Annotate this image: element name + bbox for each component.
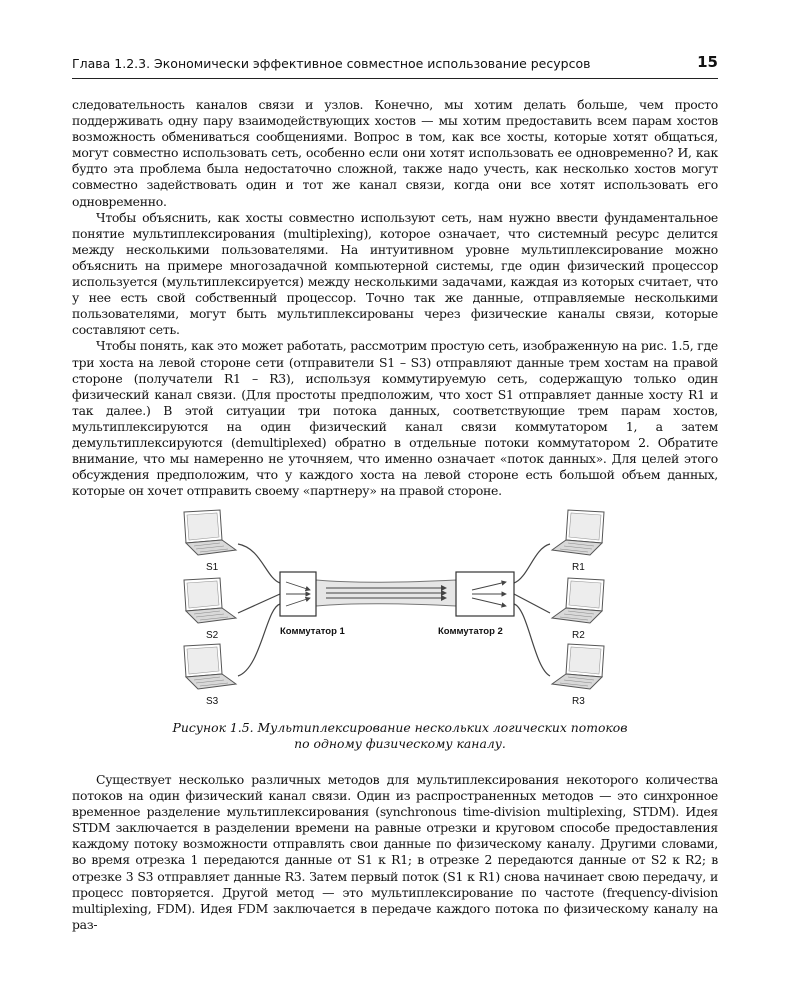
switch-2 — [456, 572, 514, 616]
switch-2-label: Коммутатор 2 — [438, 626, 503, 637]
text-block-bottom — [72, 772, 718, 933]
sender-label-s2: S2 — [206, 630, 219, 641]
caption-line: по одному физическому каналу. — [294, 736, 506, 751]
paragraph: следовательность каналов связи и узлов. Конечно, мы хотим делать больше, чем просто поддерживать одну пару взаимодействующих хостов — мы хотим предоставить всем парам хостов возможность обмениваться сообщениями. Вопрос в том, как все хосты, которые хотят общаться, могут совместно использовать сеть, особенно если они хотят использовать ее одновременно? И, как будто эта проблема была недостаточно сложной, также надо учесть, как несколько хостов могут совместно задействовать один и тот же канал связи, когда они все хотят использовать его одновременно. — [72, 97, 718, 209]
switch-1 — [280, 572, 316, 616]
laptop-icon — [184, 644, 236, 689]
laptop-icon — [184, 578, 236, 623]
sender-label-s1: S1 — [206, 562, 219, 573]
receiver-label-r3: R3 — [572, 696, 585, 707]
running-head — [72, 50, 718, 79]
laptop-icon — [184, 510, 236, 555]
receiver-label-r1: R1 — [572, 562, 585, 573]
laptop-icon — [552, 578, 604, 623]
paragraph: Чтобы понять, как это может работать, рассмотрим простую сеть, изображенную на рис. 1.5, где три хоста на левой стороне сети (отправители S1 – S3) отправляют данные трем хостам на правой стороне (получатели R1 – R3), используя коммутируемую сеть, содержащую только один физический канал связи. (Для простоты предположим, что хост S1 отправляет данные хосту R1 и так далее.) В этой ситуации три потока данных, соответствующие трем парам хостов, мультиплексируются на один физический канал связи коммутатором 1, а затем демультиплексируются (demultiplexed) обратно в отдельные потоки коммутатором 2. Обратите внимание, что мы намеренно не уточняем, что именно означает «поток данных». Для целей этого обсуждения предположим, что у каждого хоста на левой стороне есть большой объем данных, которые он хочет отправить своему «партнеру» на правой стороне. — [72, 338, 718, 499]
caption-line: Рисунок 1.5. Мультиплексирование нескольких логических потоков — [172, 720, 628, 735]
text-block-top — [72, 97, 718, 499]
paragraph: Существует несколько различных методов для мультиплексирования некоторого количества потоков на один физический канал связи. Один из распространенных методов — это синхронное временное разделение мультиплексирования (synchronous time-division multiplexing, STDM). Идея STDM заключается в разделении времени на равные отрезки и круговом способе предоставления каждому потоку возможности отправлять свои данные по физическому каналу. Другими словами, во время отрезка 1 передаются данные от S1 к R1; в отрезке 2 передаются данные от S2 к R2; в отрезке 3 S3 отправляет данные R3. Затем первый поток (S1 к R1) снова начинает свою передачу, и процесс повторяется. Другой метод — это мультиплексирование по частоте (frequency-division multiplexing, FDM). Идея FDM заключается в передаче каждого потока по физическому каналу на раз- — [72, 772, 718, 932]
figure-caption — [120, 720, 680, 752]
paragraph: Чтобы объяснить, как хосты совместно используют сеть, нам нужно ввести фундаментальное понятие мультиплексирования (multiplexing), которое означает, что системный ресурс делится между несколькими пользователями. На интуитивном уровне мультиплексирование можно объяснить на примере многозадачной компьютерной системы, где один физический процессор используется (мультиплексируется) между несколькими задачами, каждая из которых считает, что у нее есть свой собственный процессор. Точно так же данные, отправляемые несколькими пользователями, могут быть мультиплексированы через физические каналы связи, которые составляют сеть. — [72, 209, 718, 338]
sender-label-s3: S3 — [206, 696, 219, 707]
chapter-title: Глава 1.2.3. Экономически эффективное совместное использование ресурсов — [72, 56, 591, 71]
multiplexing-figure — [176, 508, 612, 716]
receiver-label-r2: R2 — [572, 630, 585, 641]
laptop-icon — [552, 644, 604, 689]
laptop-icon — [552, 510, 604, 555]
switch-1-label: Коммутатор 1 — [280, 626, 345, 637]
page-number: 15 — [697, 53, 718, 71]
